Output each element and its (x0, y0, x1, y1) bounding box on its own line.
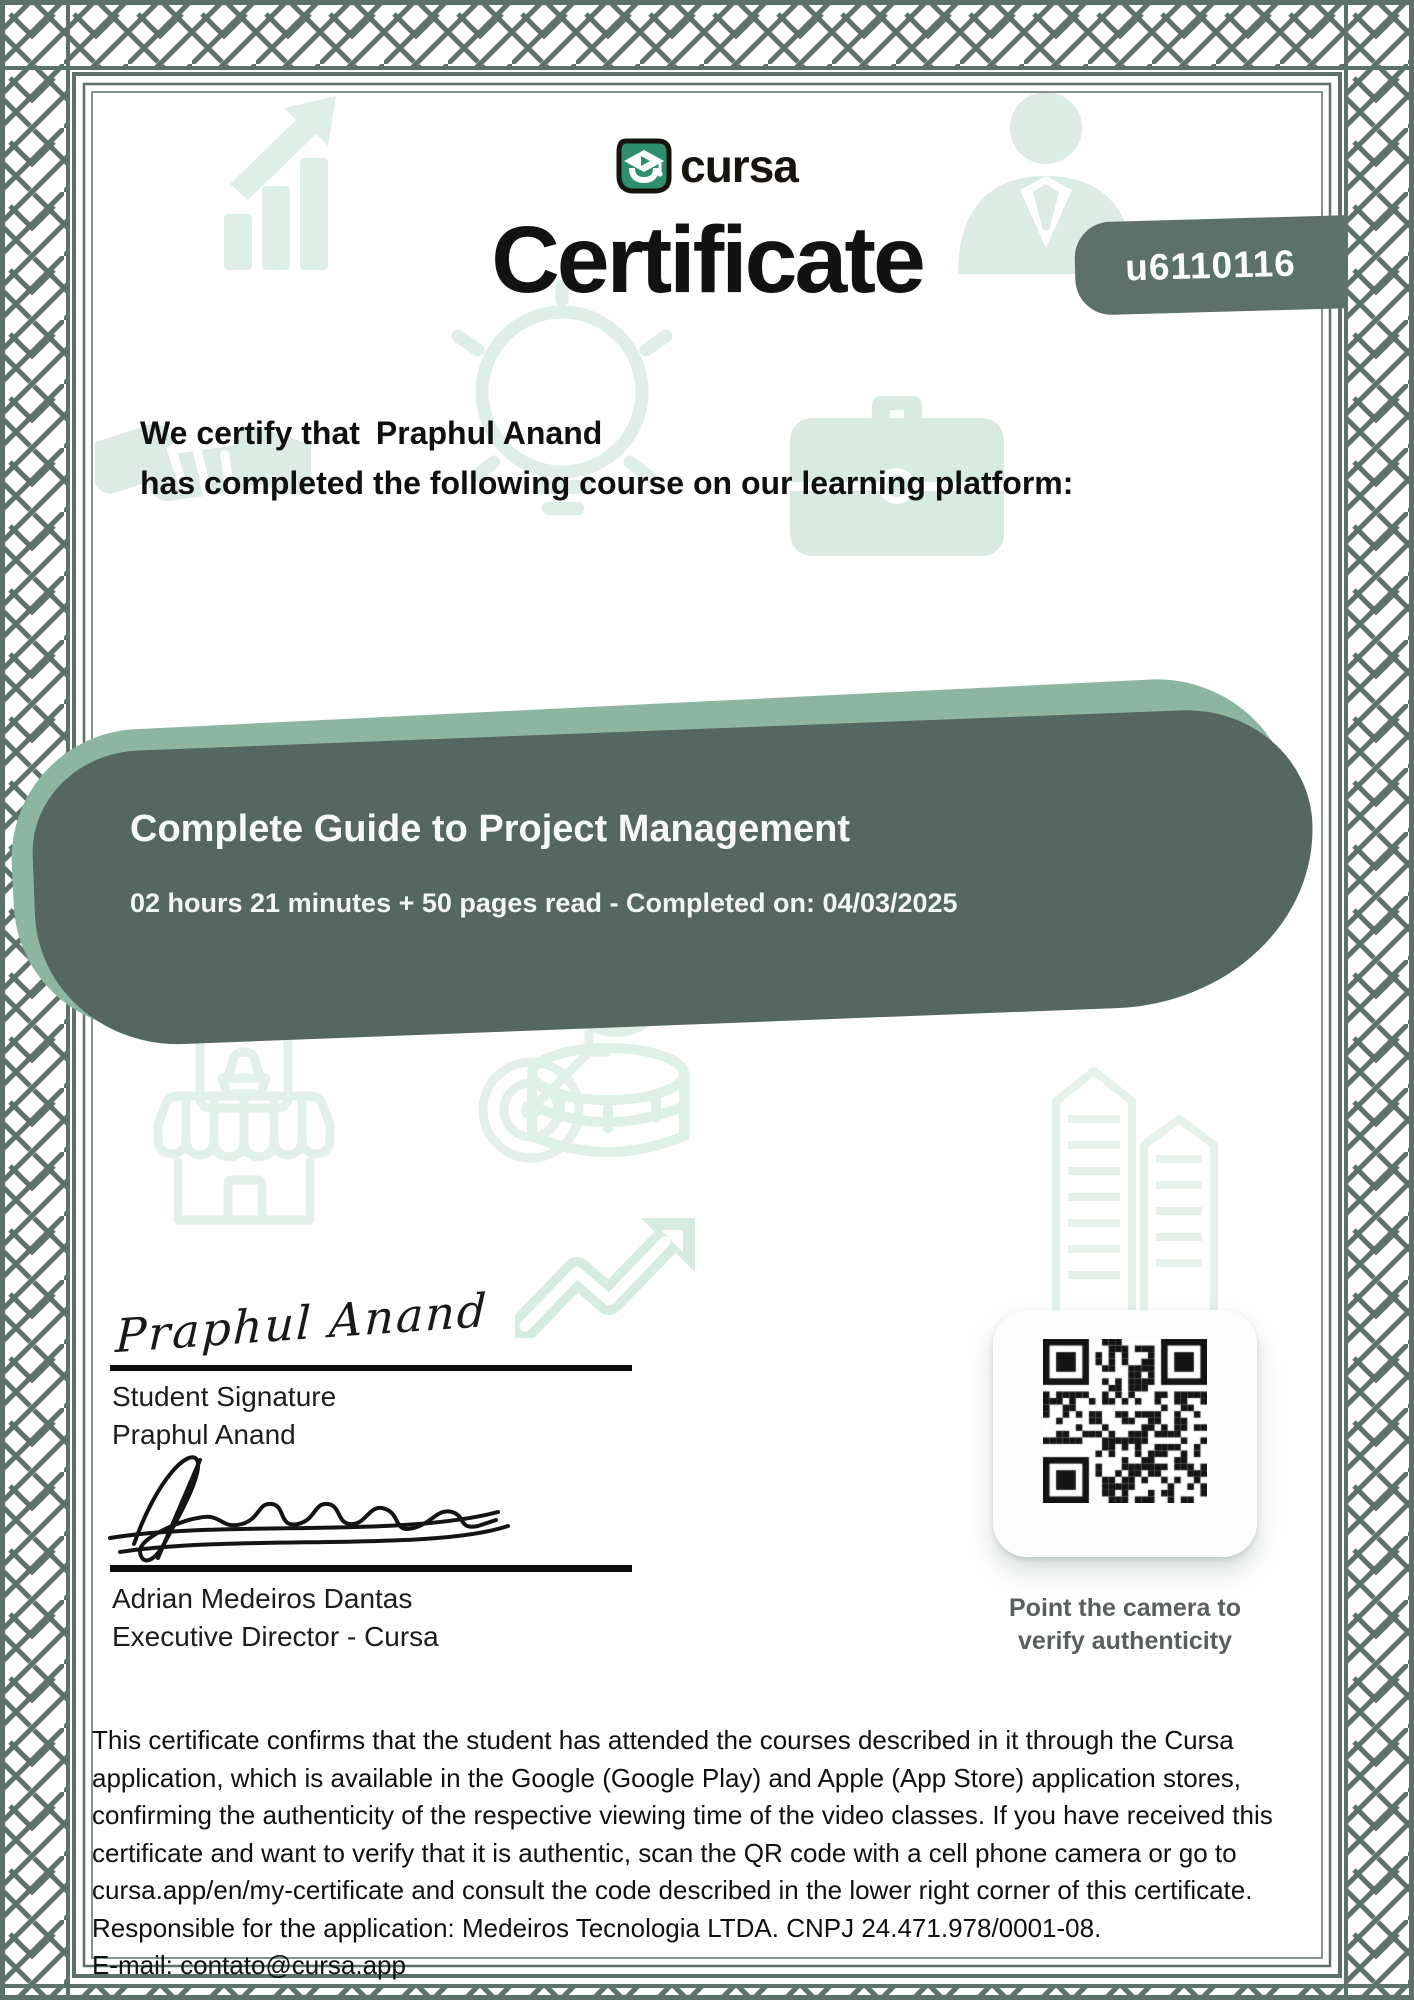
cursa-graduation-cap-play-icon (616, 138, 672, 194)
cursa-logo (0, 138, 1414, 194)
intro-line1 (140, 408, 1073, 458)
student-name: Praphul Anand (375, 415, 603, 451)
qr-code (1043, 1339, 1207, 1503)
footer-legal-text (92, 1722, 1340, 1985)
director-signature-labels (112, 1580, 439, 1656)
buildings-watermark (1032, 1055, 1242, 1310)
student-signature-script: Praphul Anand (114, 1282, 490, 1364)
director-role: Executive Director - Cursa (112, 1621, 439, 1652)
director-name: Adrian Medeiros Dantas (112, 1583, 413, 1614)
qr-caption-line1: Point the camera to (1009, 1594, 1241, 1622)
qr-caption-line2: verify authenticity (1018, 1627, 1232, 1655)
certificate-code: u6110116 (1124, 242, 1297, 288)
student-signature-role: Student Signature (112, 1381, 337, 1412)
intro-line2: has completed the following course on our learning platform: (140, 465, 1074, 501)
student-signature-name: Praphul Anand (112, 1419, 296, 1450)
intro-text (140, 408, 1073, 508)
footer-body: This certificate confirms that the student has attended the courses described in it through the Cursa application, which is available in the Google (Google Play) and Apple (App Store) application stores, confirming the authenticity of the respective viewing time of the video classes. If you have received this certificate and want to verify that it is authentic, scan the QR code with a cell phone camera or go to cursa.app/en/my-certificate and consult the code described in the lower right corner of this certificate. (92, 1725, 1273, 1905)
course-meta: 02 hours 21 minutes + 50 pages read - Completed on: 04/03/2025 (130, 888, 958, 918)
logo-wordmark: cursa (680, 140, 798, 192)
student-signature-line (110, 1365, 632, 1371)
certificate-title: Certificate (491, 207, 923, 313)
store-watermark (148, 1028, 340, 1226)
qr-card (993, 1310, 1257, 1557)
intro-prefix: We certify that (140, 415, 360, 451)
footer-email: E-mail: contato@cursa.app (92, 1950, 406, 1980)
course-panel (29, 706, 1319, 1050)
footer-responsible: Responsible for the application: Medeiros Tecnologia LTDA. CNPJ 24.471.978/0001-08. (92, 1912, 1102, 1943)
growth-arrow-watermark (515, 1218, 710, 1338)
director-signature-script (100, 1440, 520, 1570)
qr-caption (970, 1592, 1280, 1658)
course-title: Complete Guide to Project Management (130, 808, 850, 850)
director-signature-line (110, 1565, 632, 1572)
